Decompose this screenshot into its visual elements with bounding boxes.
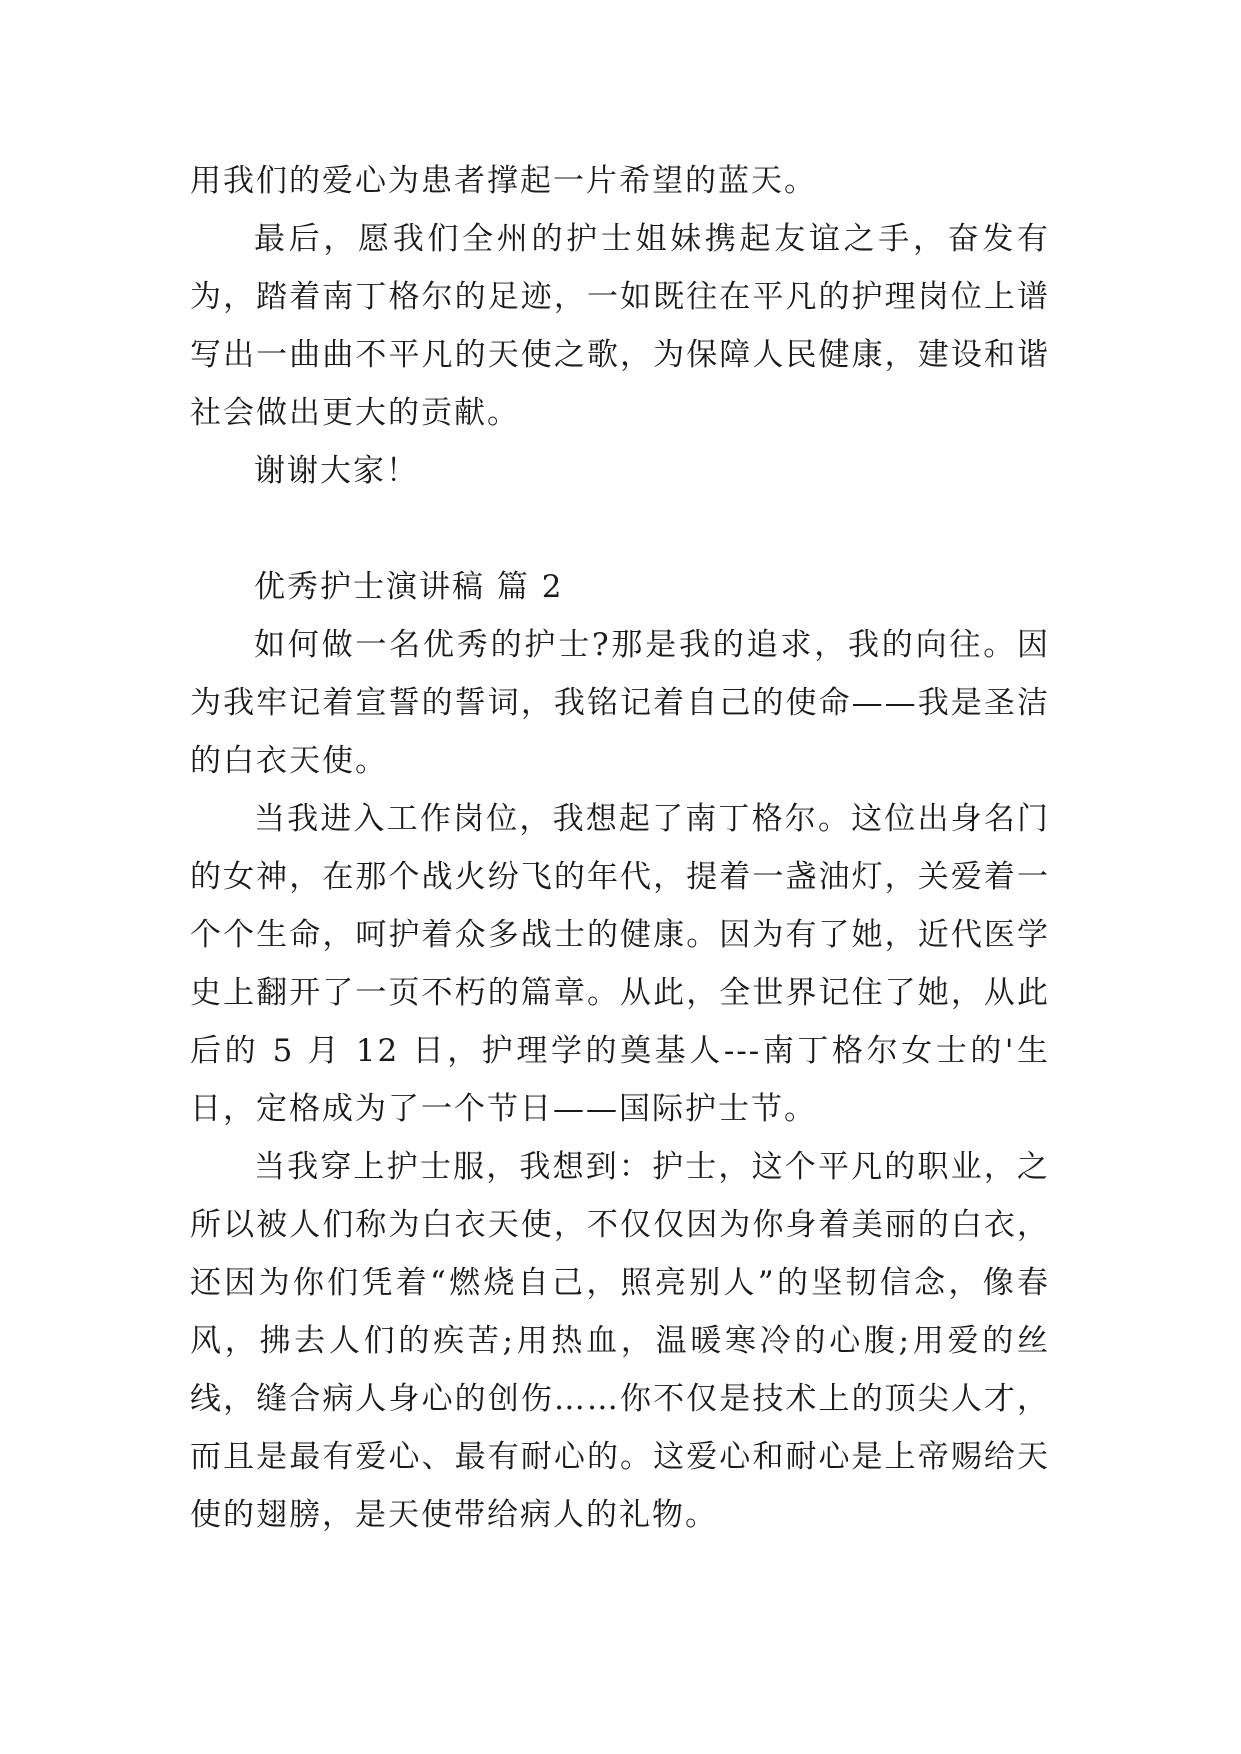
document-body bbox=[190, 152, 1050, 1544]
paragraph-continuation: 用我们的爱心为患者撑起一片希望的蓝天。 bbox=[190, 163, 817, 199]
paragraph-nightingale: 当我进入工作岗位，我想起了南丁格尔。这位出身名门的女神，在那个战火纷飞的年代，提着一盏油灯，关爱着一个个生命，呵护着众多战士的健康。因为有了她，近代医学史上翻开了一页不朽的篇章。从此，全世界记住了她，从此后的 5 月 12 日，护理学的奠基人---南丁格尔女士的'生日，定格成为了一个节日——国际护士节。 bbox=[190, 801, 1050, 1127]
paragraph-closing-wish: 最后，愿我们全州的护士姐妹携起友谊之手，奋发有为，踏着南丁格尔的足迹，一如既往在平凡的护理岗位上谱写出一曲曲不平凡的天使之歌，为保障人民健康，建设和谐社会做出更大的贡献。 bbox=[190, 221, 1050, 431]
section-title: 优秀护士演讲稿 篇 2 bbox=[254, 569, 564, 605]
paragraph-intro: 如何做一名优秀的护士?那是我的追求，我的向往。因为我牢记着宣誓的誓词，我铭记着自己的使命——我是圣洁的白衣天使。 bbox=[190, 627, 1050, 779]
paragraph-thanks: 谢谢大家！ bbox=[254, 453, 419, 489]
paragraph-nurse-uniform: 当我穿上护士服，我想到：护士，这个平凡的职业，之所以被人们称为白衣天使，不仅仅因为你身着美丽的白衣，还因为你们凭着“燃烧自己，照亮别人”的坚韧信念，像春风，拂去人们的疾苦;用热血，温暖寒冷的心腹;用爱的丝线，缝合病人身心的创伤……你不仅是技术上的顶尖人才，而且是最有爱心、最有耐心的。这爱心和耐心是上帝赐给天使的翅膀，是天使带给病人的礼物。 bbox=[190, 1149, 1050, 1533]
